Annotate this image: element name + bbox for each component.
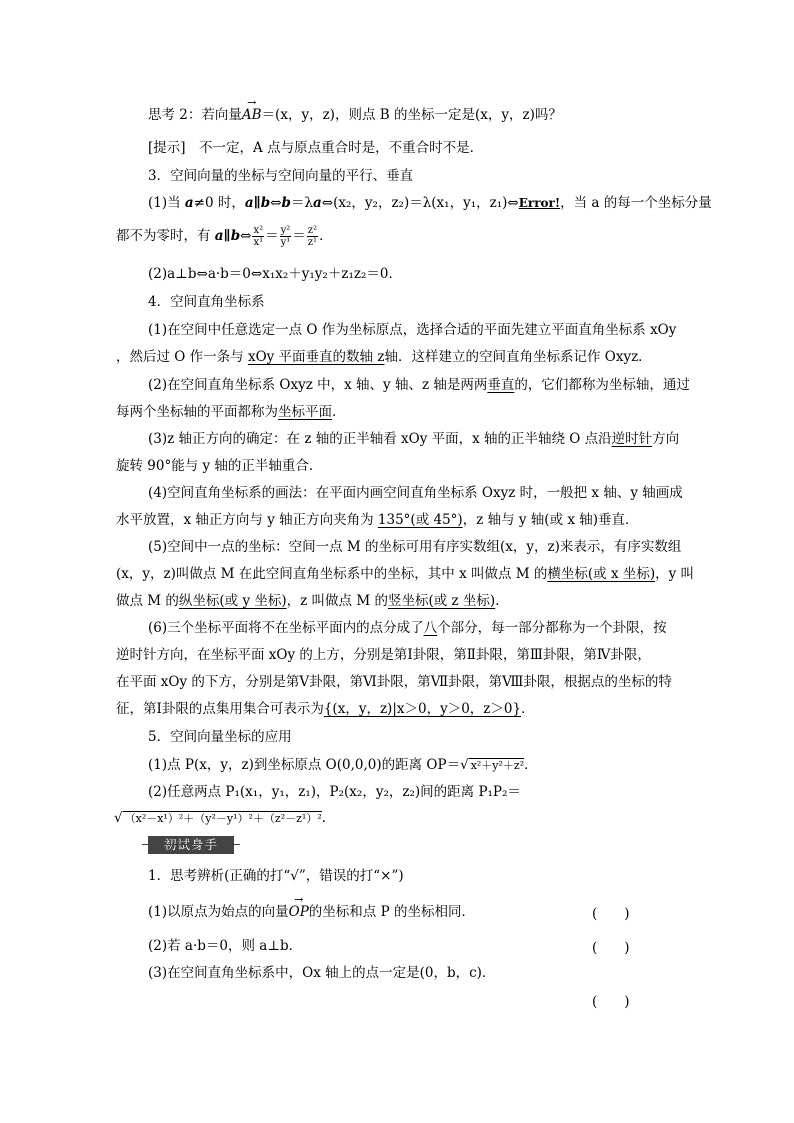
text: ⇔ xyxy=(270,195,282,211)
coord-system-5b xyxy=(116,564,694,584)
blank-answer: {(x，y，z)|x＞0，y＞0，z＞0} xyxy=(323,701,522,717)
distance-two-points: (2)任意两点 P₁(x₁，y₁，z₁)，P₂(x₂，y₂，z₂)间的距离 P₁P₂＝ xyxy=(148,784,521,800)
exercise-3: (3)在空间直角坐标系中，Ox 轴上的点一定是(0，b，c)． xyxy=(148,965,496,981)
blank-answer: 八 xyxy=(423,620,438,636)
text: (1)点 P(x，y，z)到坐标原点 O(0,0,0)的距离 OP＝ xyxy=(148,757,461,773)
blank-answer: 坐标平面 xyxy=(278,404,332,420)
radicand: x²＋y²＋z² xyxy=(470,759,525,772)
section-badge: 初试身手 xyxy=(148,836,234,854)
text: (x，y，z)叫做点 M 在此空间直角坐标系中的坐标，其中 x 叫做点 M 的 xyxy=(116,566,548,582)
text: ，z 轴与 y 轴(或 x 轴)垂直． xyxy=(462,512,639,528)
text: ． xyxy=(332,404,346,420)
answer-blank-1[interactable]: ( ) xyxy=(592,906,630,922)
text: ． xyxy=(521,701,535,717)
text: 的，它们都称为坐标轴，通过 xyxy=(514,377,690,393)
text: (2)在空间直角坐标系 Oxyz 中，x 轴、y 轴、z 轴是两两 xyxy=(148,377,488,393)
coord-system-3b: 旋转 90°能与 y 轴的正半轴重合． xyxy=(116,458,323,474)
text: 征，第Ⅰ卦限的点集用集合可表示为 xyxy=(116,701,324,717)
text: ≠0 时， xyxy=(193,195,245,211)
fraction xyxy=(280,225,292,248)
vector-ab: → AB xyxy=(242,105,262,125)
section-4-title: 4．空间直角坐标系 xyxy=(148,294,265,310)
numerator: x² xyxy=(253,225,264,236)
answer-blank-3[interactable]: ( ) xyxy=(592,994,630,1010)
parallel-condition-line-1 xyxy=(148,193,712,213)
coord-system-6d xyxy=(116,699,535,719)
denominator: x¹ xyxy=(253,237,264,248)
vector-a: a xyxy=(313,195,322,211)
text: 的坐标和点 P 的坐标相同． xyxy=(308,904,475,920)
text: ． xyxy=(524,757,538,773)
text: 轴．这样建立的空间直角坐标系记作 Oxyz． xyxy=(384,349,652,365)
parallel-expr: a∥b xyxy=(214,228,241,244)
exercise-1 xyxy=(148,902,475,922)
fraction xyxy=(307,225,318,248)
sqrt-expr: √ x²＋y²＋z² xyxy=(460,757,525,773)
text: (3)z 轴正方向的确定：在 z 轴的正半轴看 xOy 平面，x 轴的正半轴绕 O 点沿 xyxy=(148,431,612,447)
coord-system-6a xyxy=(148,618,667,638)
coord-system-1b xyxy=(116,347,652,367)
parallel-expr: a∥b xyxy=(244,195,271,211)
vector-b: b xyxy=(281,195,291,211)
text: 个部分，每一部分都称为一个卦限，按 xyxy=(437,620,667,636)
vector-a: a xyxy=(184,195,194,211)
text: ． xyxy=(495,593,509,609)
sqrt-expr: √ （x²－x¹）²＋（y²－y¹）²＋（z²－z¹）² xyxy=(114,810,322,826)
text: (1)当 xyxy=(148,195,185,211)
text: ，当 a 的每一个坐标分量 xyxy=(560,195,712,211)
text: ＝λ xyxy=(290,195,314,211)
coord-system-3a xyxy=(148,429,679,449)
text: 做点 M 的 xyxy=(116,593,179,609)
vector-op: → OP xyxy=(289,902,309,922)
coord-system-6b: 逆时针方向，在坐标平面 xOy 的上方，分别是第Ⅰ卦限，第Ⅱ卦限，第Ⅲ卦限，第Ⅳ卦限， xyxy=(116,647,651,663)
question-2 xyxy=(148,105,562,125)
answer-blank-2[interactable]: ( ) xyxy=(592,940,630,956)
coord-system-1a: (1)在空间中任意选定一点 O 作为坐标原点，选择合适的平面先建立平面直角坐标系 xOy xyxy=(148,322,677,338)
blank-answer: xOy 平面垂直的数轴 z xyxy=(247,349,385,365)
error-field: Error! xyxy=(518,196,561,210)
text: ，然后过 O 作一条与 xyxy=(116,349,248,365)
denominator: z¹ xyxy=(307,237,318,248)
coord-system-2b xyxy=(116,402,346,422)
coord-system-5c xyxy=(116,591,509,611)
text: (6)三个坐标平面将不在坐标平面内的点分成了 xyxy=(148,620,424,636)
blank-answer: 横坐标(或 x 坐标) xyxy=(547,566,656,582)
parallel-condition-line-2: 都不为零时，有 a∥b⇔ $\frac{\text{x²}}{\text{x¹}}$ ＝ $\frac{\text{y²}}{\text{y¹}}$ ＝ $\frac{\text{z²}}{\text{z¹}}$ ． xyxy=(116,225,333,248)
blank-answer: 纵坐标(或 y 坐标) xyxy=(178,593,287,609)
exercise-2: (2)若 a·b＝0，则 a⊥b． xyxy=(148,938,303,954)
text: (1)以原点为始点的向量 xyxy=(148,904,289,920)
distance-formula xyxy=(114,808,335,829)
text: ⇔ xyxy=(240,228,252,244)
blank-answer: 竖坐标(或 z 坐标) xyxy=(387,593,496,609)
text: 每两个坐标轴的平面都称为 xyxy=(116,404,278,420)
blank-answer: 逆时针 xyxy=(611,431,653,447)
blank-answer: 垂直 xyxy=(487,377,515,393)
blank-answer: 135°(或 45°) xyxy=(377,512,463,528)
denominator: y¹ xyxy=(280,237,291,248)
text: ，z 叫做点 M 的 xyxy=(286,593,388,609)
radicand: （x²－x¹）²＋（y²－y¹）²＋（z²－z¹）² xyxy=(124,812,322,825)
distance-origin xyxy=(148,755,538,776)
text: ，y 叫 xyxy=(655,566,695,582)
text: ＝(x，y，z)，则点 B 的坐标一定是(x，y，z)吗？ xyxy=(261,107,562,123)
text: 思考 2：若向量 xyxy=(148,107,242,123)
section-5-title: 5．空间向量坐标的应用 xyxy=(148,729,292,745)
numerator: y² xyxy=(280,225,291,236)
text: 水平放置，x 轴正方向与 y 轴正方向夹角为 xyxy=(116,512,378,528)
text: 方向 xyxy=(652,431,680,447)
section-3-title: 3．空间向量的坐标与空间向量的平行、垂直 xyxy=(148,168,414,184)
coord-system-2a xyxy=(148,375,690,395)
text: ⇔(x₂，y₂，z₂)＝λ(x₁，y₁，z₁)⇔ xyxy=(321,195,519,211)
coord-system-6c: 在平面 xOy 的下方，分别是第Ⅴ卦限，第Ⅵ卦限，第Ⅶ卦限，第Ⅷ卦限，根据点的坐标的特 xyxy=(116,674,672,690)
fraction xyxy=(252,225,264,248)
text: ． xyxy=(321,810,336,826)
exercise-intro: 1．思考辨析(正确的打“√”，错误的打“×”) xyxy=(148,868,404,884)
text: 都不为零时，有 xyxy=(116,228,215,244)
coord-system-5a: (5)空间中一点的坐标：空间一点 M 的坐标可用有序实数组(x，y，z)来表示，有序实数组 xyxy=(148,539,682,555)
hint: [提示] 不一定，A 点与原点重合时是，不重合时不是． xyxy=(148,140,484,156)
numerator: z² xyxy=(307,225,318,236)
coord-system-4a: (4)空间直角坐标系的画法：在平面内画空间直角坐标系 Oxyz 时，一般把 x 轴、y 轴画成 xyxy=(148,485,683,501)
perpendicular-condition: (2)a⊥b⇔a·b＝0⇔x₁x₂＋y₁y₂＋z₁z₂＝0． xyxy=(148,266,402,282)
coord-system-4b xyxy=(116,510,639,530)
